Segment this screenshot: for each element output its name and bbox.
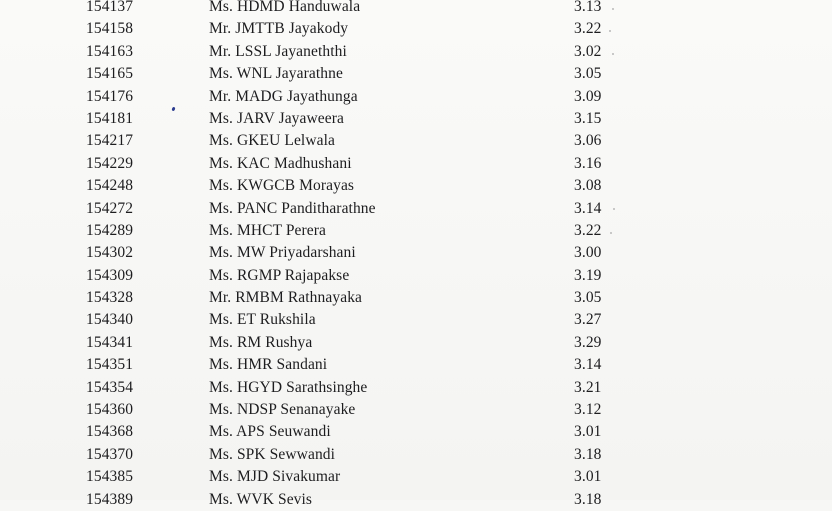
student-name: Ms. HGYD Sarathsinghe (209, 378, 368, 396)
student-name: Mr. LSSL Jayaneththi (209, 42, 347, 60)
student-id: 154389 (86, 490, 134, 508)
scan-dot (610, 232, 612, 234)
student-name: Ms. MHCT Perera (209, 221, 327, 239)
gpa-value: 3.18 (574, 490, 602, 508)
gpa-value: 3.22 (574, 20, 602, 38)
student-id: 154248 (86, 177, 134, 195)
gpa-value: 3.13 (574, 0, 602, 15)
student-id: 154229 (86, 154, 134, 172)
student-name: Ms. SPK Sewwandi (209, 445, 336, 463)
student-id: 154217 (86, 132, 134, 150)
table-row (0, 377, 832, 399)
student-id: 154360 (86, 401, 134, 419)
table-row (0, 108, 832, 130)
table-row (0, 220, 832, 242)
table-row (0, 175, 832, 197)
student-name: Ms. KWGCB Morayas (209, 177, 355, 195)
gpa-value: 3.19 (574, 266, 602, 284)
gpa-value: 3.05 (574, 65, 602, 83)
student-name: Ms. HDMD Handuwala (209, 0, 361, 15)
student-id: 154309 (86, 266, 134, 284)
student-id: 154370 (86, 445, 134, 463)
gpa-value: 3.00 (574, 244, 602, 262)
gpa-value: 3.12 (574, 401, 602, 419)
student-id: 154354 (86, 378, 134, 396)
gpa-value: 3.01 (574, 468, 602, 486)
student-id: 154137 (86, 0, 134, 15)
gpa-value: 3.08 (574, 177, 602, 195)
student-name: Ms. ET Rukshila (209, 311, 316, 329)
gpa-value: 3.29 (574, 333, 602, 351)
table-row (0, 309, 832, 331)
table-row (0, 444, 832, 466)
gpa-value: 3.01 (574, 423, 602, 441)
student-name: Ms. PANC Panditharathne (209, 199, 376, 217)
table-row (0, 63, 832, 85)
table-row (0, 421, 832, 443)
gpa-value: 3.22 (574, 221, 602, 239)
scan-dot (613, 208, 615, 210)
student-id: 154163 (86, 42, 134, 60)
gpa-value: 3.15 (574, 109, 602, 127)
gpa-value: 3.14 (574, 356, 602, 374)
student-id: 154158 (86, 20, 134, 38)
gpa-value: 3.09 (574, 87, 602, 105)
student-id: 154328 (86, 289, 134, 307)
gpa-value: 3.02 (574, 42, 602, 60)
student-name: Ms. KAC Madhushani (209, 154, 352, 172)
table-row (0, 153, 832, 175)
student-id: 154385 (86, 468, 134, 486)
table-row (0, 130, 832, 152)
student-name: Mr. RMBM Rathnayaka (209, 289, 363, 307)
table-row (0, 354, 832, 376)
gpa-value: 3.16 (574, 154, 602, 172)
table-row (0, 18, 832, 40)
student-name: Ms. HMR Sandani (209, 356, 328, 374)
student-name: Ms. RM Rushya (209, 333, 313, 351)
table-row (0, 287, 832, 309)
student-name: Ms. GKEU Lelwala (209, 132, 336, 150)
table-row (0, 265, 832, 287)
table-row (0, 399, 832, 421)
scan-dot (609, 30, 611, 32)
student-id: 154341 (86, 333, 134, 351)
student-name: Ms. MW Priyadarshani (209, 244, 356, 262)
student-name: Ms. WVK Sevis (209, 490, 313, 508)
student-name: Ms. WNL Jayarathne (209, 65, 343, 83)
student-name: Ms. APS Seuwandi (209, 423, 331, 441)
student-name: Ms. RGMP Rajapakse (209, 266, 350, 284)
student-id: 154351 (86, 356, 134, 374)
table-row (0, 466, 832, 488)
student-id: 154340 (86, 311, 134, 329)
gpa-value: 3.05 (574, 289, 602, 307)
student-name: Ms. JARV Jayaweera (209, 109, 345, 127)
gpa-value: 3.06 (574, 132, 602, 150)
student-name: Ms. NDSP Senanayake (209, 401, 356, 419)
student-id: 154272 (86, 199, 134, 217)
gpa-value: 3.21 (574, 378, 602, 396)
student-id: 154368 (86, 423, 134, 441)
table-row (0, 41, 832, 63)
student-id: 154302 (86, 244, 134, 262)
table-row (0, 332, 832, 354)
gpa-value: 3.18 (574, 445, 602, 463)
table-row (0, 242, 832, 264)
student-id: 154165 (86, 65, 134, 83)
gpa-value: 3.14 (574, 199, 602, 217)
scan-dot (612, 53, 614, 55)
scan-dot (612, 8, 614, 10)
table-row (0, 0, 832, 18)
table-row (0, 198, 832, 220)
student-id: 154289 (86, 221, 134, 239)
student-id: 154176 (86, 87, 134, 105)
table-row (0, 86, 832, 108)
gpa-value: 3.27 (574, 311, 602, 329)
student-name: Mr. MADG Jayathunga (209, 87, 358, 105)
student-name: Mr. JMTTB Jayakody (209, 20, 349, 38)
student-name: Ms. MJD Sivakumar (209, 468, 341, 486)
student-id: 154181 (86, 109, 134, 127)
